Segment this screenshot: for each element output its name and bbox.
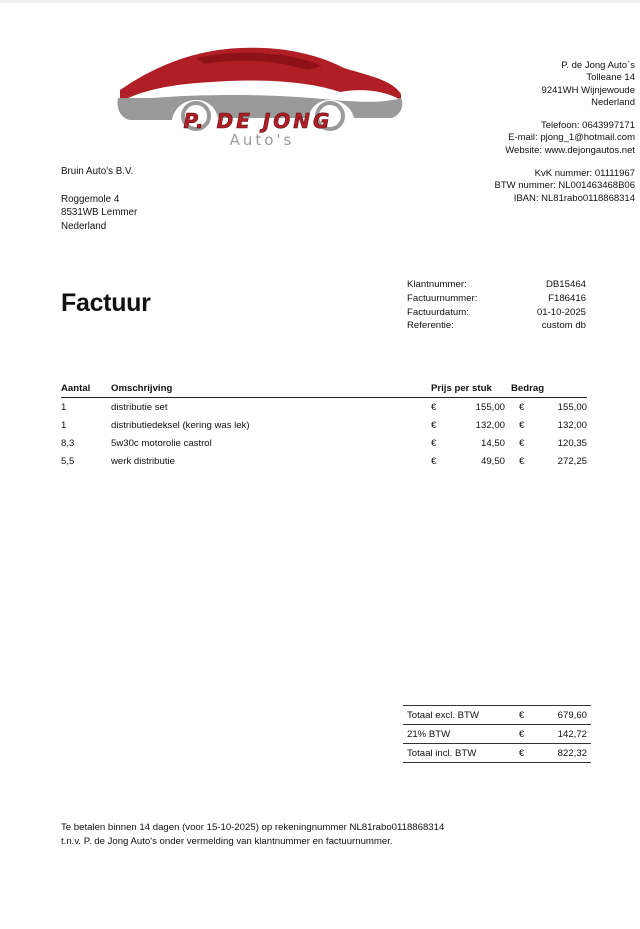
company-logo: [112, 38, 404, 150]
row-amount: 155,00: [557, 402, 587, 413]
total-label: 21% BTW: [403, 725, 519, 744]
table-row: [61, 434, 587, 452]
row-qty: 1: [61, 402, 67, 413]
company-website: Website: www.dejongautos.net: [505, 144, 635, 156]
row-price: 155,00: [475, 402, 505, 413]
logo-name: P. DE JONG: [183, 109, 333, 133]
meta-row: [407, 292, 586, 306]
company-kvk: KvK nummer: 01111967: [534, 168, 635, 180]
totals-row: [403, 744, 591, 763]
row-currency: €: [519, 420, 525, 431]
total-currency: €: [519, 744, 537, 763]
client-street: Roggemole 4: [61, 193, 120, 205]
meta-label: Factuurnummer:: [407, 292, 478, 304]
row-amount: 132,00: [557, 420, 587, 431]
row-price: 49,50: [480, 456, 505, 467]
company-city: 9241WH Wijnjewoude: [541, 84, 635, 96]
row-desc: werk distributie: [111, 456, 175, 467]
company-phone: Telefoon: 0643997171: [540, 120, 635, 132]
spacer: [495, 109, 635, 120]
row-currency: €: [519, 402, 525, 413]
meta-label: Referentie:: [407, 320, 454, 332]
row-desc: distributiedeksel (kering was lek): [111, 420, 250, 431]
company-street: Tolleane 14: [586, 72, 635, 84]
row-qty: 5,5: [61, 456, 75, 467]
document-title: Factuur: [61, 289, 151, 317]
totals-table: [403, 705, 591, 763]
meta-value: DB15464: [545, 279, 586, 290]
row-currency: €: [431, 402, 437, 413]
meta-row: [407, 319, 586, 333]
payment-note: [61, 821, 444, 849]
client-country: Nederland: [61, 220, 107, 232]
total-value: 679,60: [537, 706, 591, 725]
row-currency: €: [519, 456, 525, 467]
row-currency: €: [431, 438, 437, 449]
meta-label: Klantnummer:: [407, 279, 467, 290]
row-currency: €: [519, 438, 525, 449]
client-address: [61, 165, 137, 233]
row-amount: 272,25: [557, 456, 587, 467]
table-row: [61, 398, 587, 417]
total-value: 142,72: [537, 725, 591, 744]
total-label: Totaal excl. BTW: [403, 706, 519, 725]
meta-label: Factuurdatum:: [407, 306, 469, 318]
payment-line-2: t.n.v. P. de Jong Auto's onder vermelding van klantnummer en factuurnummer.: [61, 836, 393, 847]
payment-line-1: Te betalen binnen 14 dagen (voor 15-10-2025) op rekeningnummer NL81rabo0118868314: [61, 822, 445, 833]
meta-value: F186416: [548, 292, 586, 304]
meta-value: custom db: [541, 320, 586, 332]
row-desc: distributie set: [111, 402, 168, 413]
header-price: Prijs per stuk: [431, 382, 511, 398]
total-label: Totaal incl. BTW: [403, 744, 519, 763]
spacer: [495, 157, 635, 168]
line-items-table: [61, 382, 587, 470]
meta-value: 01-10-2025: [536, 306, 586, 318]
row-desc: 5w30c motorolie castrol: [111, 438, 212, 449]
row-currency: €: [431, 420, 437, 431]
spacer: [61, 179, 137, 193]
logo-sub: Auto's: [229, 131, 295, 149]
invoice-meta: [407, 278, 586, 333]
company-country: Nederland: [591, 96, 635, 108]
company-name: P. de Jong Auto´s: [561, 60, 635, 71]
table-header-row: [61, 382, 587, 398]
row-currency: €: [431, 456, 437, 467]
totals-row: [403, 706, 591, 725]
company-info: [495, 60, 635, 205]
meta-row: [407, 278, 586, 292]
client-city: 8531WB Lemmer: [61, 207, 138, 218]
client-name: Bruin Auto's B.V.: [61, 166, 134, 177]
company-btw: BTW nummer: NL001463468B06: [494, 180, 635, 192]
table-row: [61, 452, 587, 470]
header-qty: Aantal: [61, 382, 111, 398]
total-currency: €: [519, 706, 537, 725]
meta-row: [407, 306, 586, 320]
header-amount: Bedrag: [511, 382, 587, 398]
total-currency: €: [519, 725, 537, 744]
row-price: 14,50: [480, 438, 505, 449]
row-amount: 120,35: [557, 438, 587, 449]
total-value: 822,32: [537, 744, 591, 763]
top-border: [0, 0, 640, 3]
company-iban: IBAN: NL81rabo0118868314: [513, 192, 635, 204]
row-price: 132,00: [475, 420, 505, 431]
row-qty: 1: [61, 420, 67, 431]
totals-row: [403, 725, 591, 744]
company-email: E-mail: pjong_1@hotmail.com: [508, 132, 635, 144]
table-row: [61, 416, 587, 434]
header-desc: Omschrijving: [111, 382, 431, 398]
row-qty: 8,3: [61, 438, 75, 449]
